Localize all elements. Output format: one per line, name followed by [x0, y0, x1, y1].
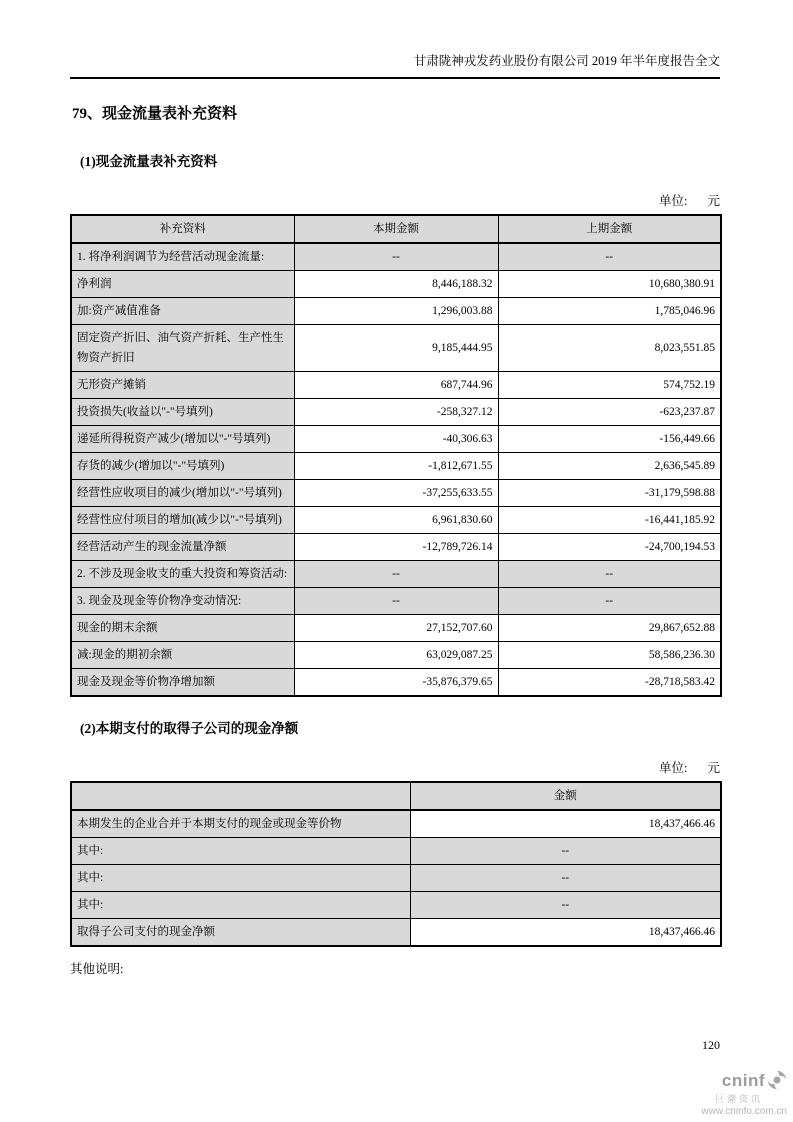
- current-amount: 1,296,003.88: [294, 297, 498, 324]
- logo-url: www.cninfo.com.cn: [701, 1106, 787, 1117]
- current-amount: 8,446,188.32: [294, 270, 498, 297]
- row-label: 加:资产减值准备: [71, 297, 294, 324]
- row-label: 经营活动产生的现金流量净额: [71, 533, 294, 560]
- section-title: 79、现金流量表补充资料: [72, 105, 238, 122]
- amount-cell: 18,437,466.46: [410, 918, 721, 946]
- row-label: 现金及现金等价物净增加额: [71, 668, 294, 696]
- row-label: 无形资产摊销: [71, 371, 294, 398]
- current-amount: --: [294, 560, 498, 587]
- row-label: 固定资产折旧、油气资产折耗、生产性生物资产折旧: [71, 324, 294, 371]
- unit-label: 单位:: [659, 193, 688, 208]
- table-row: [71, 479, 721, 506]
- table-row: [71, 425, 721, 452]
- row-label: 现金的期末余额: [71, 614, 294, 641]
- current-amount: --: [294, 243, 498, 271]
- unit-value: 元: [707, 760, 720, 775]
- logo-brand-text: cninf: [721, 1071, 765, 1090]
- table-header-row: [71, 782, 721, 810]
- prior-amount: --: [498, 243, 721, 271]
- prior-amount: 58,586,236.30: [498, 641, 721, 668]
- column-header-prior: 上期金额: [498, 215, 721, 243]
- table-row: [71, 837, 721, 864]
- row-label: 取得子公司支付的现金净额: [71, 918, 410, 946]
- amount-cell: --: [410, 864, 721, 891]
- row-label: 其中:: [71, 837, 410, 864]
- current-amount: -258,327.12: [294, 398, 498, 425]
- prior-amount: -623,237.87: [498, 398, 721, 425]
- row-label: 经营性应收项目的减少(增加以"-"号填列): [71, 479, 294, 506]
- table-row: [71, 810, 721, 838]
- column-header-empty: [71, 782, 410, 810]
- row-label: 2. 不涉及现金收支的重大投资和筹资活动:: [71, 560, 294, 587]
- prior-amount: 29,867,652.88: [498, 614, 721, 641]
- amount-cell: 18,437,466.46: [410, 810, 721, 838]
- row-label: 递延所得税资产减少(增加以"-"号填列): [71, 425, 294, 452]
- row-label: 经营性应付项目的增加(减少以"-"号填列): [71, 506, 294, 533]
- page-number: 120: [702, 1038, 720, 1052]
- unit-label: 单位:: [659, 760, 688, 775]
- prior-amount: --: [498, 587, 721, 614]
- table-row: [71, 864, 721, 891]
- row-label: 存货的减少(增加以"-"号填列): [71, 452, 294, 479]
- report-header-text: 甘肃陇神戎发药业股份有限公司 2019 年半年度报告全文: [70, 54, 720, 79]
- other-notes-label: 其他说明:: [70, 961, 124, 976]
- current-amount: 687,744.96: [294, 371, 498, 398]
- column-header-current: 本期金额: [294, 215, 498, 243]
- subsection-2-title: (2)本期支付的取得子公司的现金净额: [80, 720, 299, 736]
- prior-amount: -28,718,583.42: [498, 668, 721, 696]
- logo-brand-row: [701, 1070, 787, 1090]
- prior-amount: 1,785,046.96: [498, 297, 721, 324]
- logo-chinese-name: 巨潮资讯: [714, 1094, 763, 1104]
- row-label: 投资损失(收益以"-"号填列): [71, 398, 294, 425]
- row-label: 本期发生的企业合并于本期支付的现金或现金等价物: [71, 810, 410, 838]
- table-row: [71, 243, 721, 271]
- page-header: [0, 0, 793, 79]
- table-row: [71, 560, 721, 587]
- table-row: [71, 324, 721, 371]
- prior-amount: -16,441,185.92: [498, 506, 721, 533]
- row-label: 减:现金的期初余额: [71, 641, 294, 668]
- table-row: [71, 270, 721, 297]
- current-amount: -35,876,379.65: [294, 668, 498, 696]
- current-amount: -12,789,726.14: [294, 533, 498, 560]
- table-row: [71, 918, 721, 946]
- table-row: [71, 452, 721, 479]
- prior-amount: --: [498, 560, 721, 587]
- row-label: 其中:: [71, 864, 410, 891]
- table-row: [71, 668, 721, 696]
- prior-amount: 2,636,545.89: [498, 452, 721, 479]
- column-header-item: 补充资料: [71, 215, 294, 243]
- cninfo-logo: [701, 1070, 787, 1117]
- page-content: [0, 102, 793, 977]
- cash-flow-supplement-table: [70, 214, 722, 697]
- table-row: [71, 891, 721, 918]
- table-row: [71, 371, 721, 398]
- row-label: 3. 现金及现金等价物净变动情况:: [71, 587, 294, 614]
- cninfo-swirl-icon: [767, 1070, 787, 1090]
- prior-amount: -31,179,598.88: [498, 479, 721, 506]
- unit-row-1: [70, 191, 720, 209]
- table-row: [71, 587, 721, 614]
- unit-row-2: [70, 758, 720, 776]
- amount-cell: --: [410, 837, 721, 864]
- table-row: [71, 641, 721, 668]
- table-row: [71, 297, 721, 324]
- current-amount: -1,812,671.55: [294, 452, 498, 479]
- current-amount: -37,255,633.55: [294, 479, 498, 506]
- table-row: [71, 614, 721, 641]
- current-amount: 9,185,444.95: [294, 324, 498, 371]
- prior-amount: -156,449.66: [498, 425, 721, 452]
- table-row: [71, 506, 721, 533]
- current-amount: --: [294, 587, 498, 614]
- table-header-row: [71, 215, 721, 243]
- subsidiary-cash-table: [70, 781, 722, 947]
- subsection-1-title: (1)现金流量表补充资料: [80, 153, 218, 169]
- current-amount: -40,306.63: [294, 425, 498, 452]
- row-label: 净利润: [71, 270, 294, 297]
- amount-cell: --: [410, 891, 721, 918]
- current-amount: 6,961,830.60: [294, 506, 498, 533]
- row-label: 1. 将净利润调节为经营活动现金流量:: [71, 243, 294, 271]
- row-label: 其中:: [71, 891, 410, 918]
- prior-amount: -24,700,194.53: [498, 533, 721, 560]
- prior-amount: 10,680,380.91: [498, 270, 721, 297]
- table-row: [71, 398, 721, 425]
- current-amount: 27,152,707.60: [294, 614, 498, 641]
- prior-amount: 8,023,551.85: [498, 324, 721, 371]
- unit-value: 元: [707, 193, 720, 208]
- current-amount: 63,029,087.25: [294, 641, 498, 668]
- table-row: [71, 533, 721, 560]
- column-header-amount: 金额: [410, 782, 721, 810]
- prior-amount: 574,752.19: [498, 371, 721, 398]
